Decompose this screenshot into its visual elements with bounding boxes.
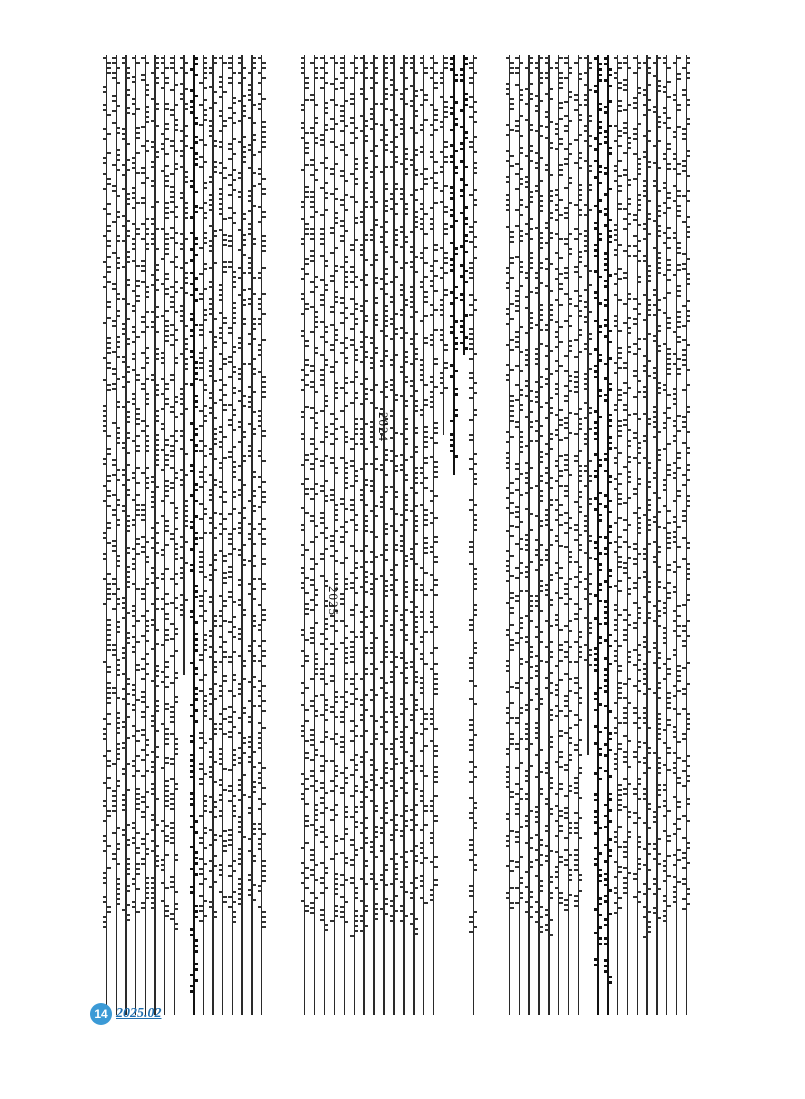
text-line — [320, 55, 329, 1015]
text-line — [340, 55, 349, 1015]
text-line — [534, 55, 543, 1015]
text-line — [662, 55, 671, 1015]
text-column-left — [102, 55, 266, 1015]
text-line — [643, 55, 652, 1015]
text-line — [672, 55, 681, 1015]
section-heading-line — [459, 55, 468, 1015]
text-line — [554, 55, 563, 1015]
text-line — [380, 55, 389, 1015]
text-line — [360, 55, 369, 1015]
text-line — [544, 55, 553, 1015]
text-line — [170, 55, 179, 1015]
text-line — [330, 55, 339, 1015]
text-line — [652, 55, 661, 1015]
page-number-badge: 14 — [90, 1003, 112, 1025]
text-line — [409, 55, 418, 1015]
text-line — [584, 55, 593, 1015]
text-line — [131, 55, 140, 1015]
text-line — [515, 55, 524, 1015]
text-column-middle — [300, 55, 478, 1015]
text-line — [525, 55, 534, 1015]
section-heading-line — [449, 55, 458, 1015]
text-line — [370, 55, 379, 1015]
text-line — [439, 55, 448, 1015]
text-line — [389, 55, 398, 1015]
section-heading-line — [189, 55, 198, 1015]
text-line — [310, 55, 319, 1015]
text-line — [247, 55, 256, 1015]
text-line — [209, 55, 218, 1015]
text-line — [613, 55, 622, 1015]
text-line — [102, 55, 111, 1015]
text-line — [419, 55, 428, 1015]
text-line — [218, 55, 227, 1015]
text-line — [141, 55, 150, 1015]
year-2025-label: 2025 — [326, 586, 341, 616]
page-footer — [90, 1003, 162, 1025]
text-line — [300, 55, 309, 1015]
text-line — [228, 55, 237, 1015]
text-line — [469, 55, 478, 1015]
text-line — [160, 55, 169, 1015]
text-line — [574, 55, 583, 1015]
text-line — [199, 55, 208, 1015]
section-heading-line — [593, 55, 602, 1015]
text-column-right — [505, 55, 691, 1015]
text-line — [623, 55, 632, 1015]
text-line — [180, 55, 189, 1015]
text-line — [633, 55, 642, 1015]
text-line — [350, 55, 359, 1015]
text-line — [564, 55, 573, 1015]
text-line — [429, 55, 438, 1015]
text-line — [399, 55, 408, 1015]
text-line — [112, 55, 121, 1015]
text-line — [257, 55, 266, 1015]
text-line — [150, 55, 159, 1015]
text-line — [682, 55, 691, 1015]
text-line — [505, 55, 514, 1015]
section-heading-line — [603, 55, 612, 1015]
text-line — [238, 55, 247, 1015]
year-2024-label: 2024 — [376, 412, 391, 442]
text-line — [121, 55, 130, 1015]
issue-number: 2025.02 — [116, 1006, 162, 1021]
